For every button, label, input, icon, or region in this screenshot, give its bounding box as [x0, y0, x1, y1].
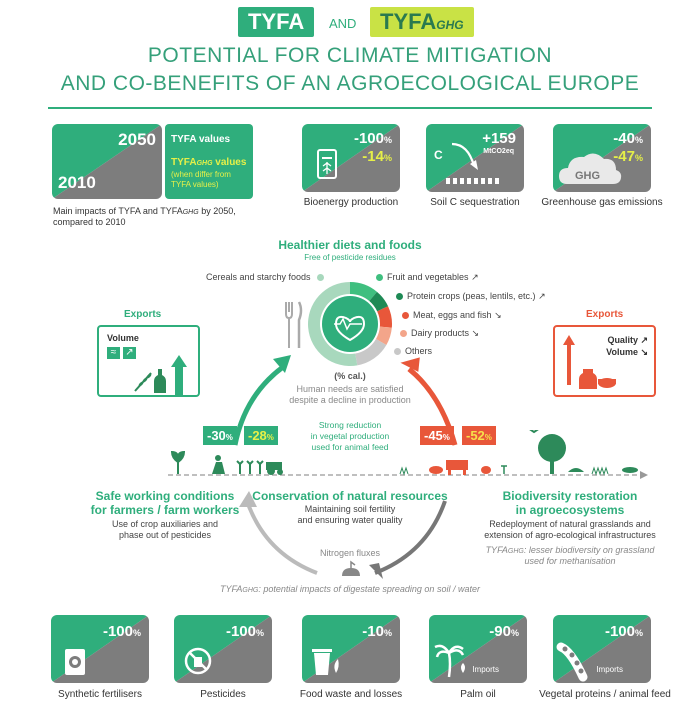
vegetal-protein-label: Vegetal proteins / animal feed — [539, 689, 671, 700]
grain-bottle-icon — [129, 355, 197, 395]
soil-carbon-label: Soil C sequestration — [430, 197, 520, 208]
food-waste-card — [302, 615, 400, 683]
key-year-2050: 2050 — [118, 130, 156, 149]
biodiversity-title-1: Biodiversity restoration — [502, 489, 638, 503]
conservation-text-2: and ensuring water quality — [297, 515, 403, 525]
reduction-line-3: used for animal feed — [311, 442, 389, 452]
ghg-tyfaghg: -47% — [613, 148, 643, 165]
key-card — [52, 124, 162, 199]
biodiversity-title-2: in agroecosystems — [515, 503, 625, 517]
soil-carbon-card — [426, 124, 524, 192]
vegetal-protein-value: -100% — [604, 623, 643, 640]
key-tyfa-values: TYFA values — [171, 134, 231, 145]
fertiliser-value: -100% — [102, 623, 141, 640]
vegetal-protein-imports: Imports — [596, 665, 623, 674]
and-word: AND — [329, 16, 357, 31]
food-waste-label: Food waste and losses — [299, 689, 403, 700]
feed-vegetal-tyfaghg: -28% — [244, 426, 278, 445]
exports-right-box — [553, 325, 656, 397]
safe-title-1: Safe working conditions — [95, 489, 235, 503]
key-caption: Main impacts of TYFA and TYFAGHG by 2050, — [53, 206, 236, 216]
ghg-cloud-label: GHG — [575, 170, 601, 182]
legend-meat: Meat, eggs and fish ↘ — [402, 310, 502, 321]
pesticides-label: Pesticides — [200, 689, 246, 700]
dairy-export-icon — [559, 335, 619, 393]
food-waste-value: -10% — [362, 623, 392, 640]
exports-left-title: Exports — [124, 309, 162, 320]
key-tyfaghg-values: TYFAGHG values — [171, 157, 247, 168]
animal-tyfaghg: -52% — [462, 426, 496, 445]
ghg-tyfa: -40% — [613, 130, 643, 147]
carbon-letter: C — [434, 148, 443, 162]
reduction-line-2: in vegetal production — [310, 431, 390, 441]
diet-subtitle: Free of pesticide residues — [304, 253, 396, 262]
vegetal-protein-card — [553, 615, 651, 683]
bioenergy-label: Bioenergy production — [303, 197, 399, 208]
key-when-differ: (when differ from — [171, 170, 231, 179]
fertiliser-card — [51, 615, 149, 683]
key-when-differ-2: TYFA values) — [171, 180, 219, 189]
tyfa-ghg-tag: TYFAGHG — [370, 7, 474, 37]
key-legend-box — [165, 124, 253, 199]
volume-up-badge: ↗ — [123, 347, 136, 359]
biodiversity-note-1: TYFAGHG: lesser biodiversity on grassland — [485, 545, 655, 555]
ghg-label: Greenhouse gas emissions — [541, 197, 663, 208]
palm-oil-imports: Imports — [472, 665, 499, 674]
digestate-note: TYFAGHG: potential impacts of digestate spreading on soil / water — [220, 584, 480, 594]
safe-text-1: Use of crop auxiliaries and — [111, 519, 219, 529]
exports-right-title: Exports — [586, 309, 624, 320]
bioenergy-card — [302, 124, 400, 192]
landscape-strip — [168, 430, 648, 480]
fertiliser-label: Synthetic fertilisers — [58, 689, 142, 700]
key-year-2010: 2010 — [58, 173, 96, 192]
animal-tyfa: -45% — [420, 426, 454, 445]
legend-cereals: Cereals and starchy foods — [206, 272, 328, 282]
key-caption-2: compared to 2010 — [53, 217, 126, 227]
soil-carbon-value: +159 — [482, 130, 516, 147]
safe-title-2: for farmers / farm workers — [90, 503, 240, 517]
tyfa-tag: TYFA — [238, 7, 314, 37]
exports-right-quality: Quality ↗ — [607, 335, 648, 345]
digestate-icon — [340, 560, 362, 578]
pesticides-card — [174, 615, 272, 683]
bioenergy-tyfaghg: -14% — [362, 148, 392, 165]
conservation-title: Conservation of natural resources — [252, 489, 448, 503]
fork-knife-icon — [282, 300, 304, 350]
diet-title: Healthier diets and foods — [278, 238, 422, 252]
feed-vegetal-tyfa: -30% — [203, 426, 237, 445]
title-line-1: POTENTIAL FOR CLIMATE MITIGATION — [147, 44, 553, 67]
palm-oil-card — [429, 615, 527, 683]
biodiversity-text-2: extension of agro-ecological infrastructures — [484, 530, 656, 540]
palm-oil-value: -90% — [489, 623, 519, 640]
palm-oil-label: Palm oil — [460, 689, 496, 700]
title-divider — [48, 107, 652, 109]
exports-left-box — [97, 325, 200, 397]
conservation-text-1: Maintaining soil fertility — [304, 504, 396, 514]
legend-fruit: Fruit and vegetables ↗ — [376, 272, 479, 283]
legend-others: Others — [394, 346, 432, 356]
pesticides-value: -100% — [225, 623, 264, 640]
ghg-card — [553, 124, 651, 192]
biodiversity-note-2: used for methanisation — [524, 556, 616, 566]
nitrogen-label: Nitrogen fluxes — [319, 548, 381, 558]
diet-note-2: despite a decline in production — [289, 395, 411, 405]
exports-left-volume: Volume — [107, 333, 139, 343]
legend-dairy: Dairy products ↘ — [400, 328, 479, 339]
title-line-2: AND CO-BENEFITS OF AN AGROECOLOGICAL EUROPE — [60, 72, 640, 95]
legend-protein: Protein crops (peas, lentils, etc.) ↗ — [396, 291, 546, 302]
reduction-line-1: Strong reduction — [318, 420, 382, 430]
diet-unit: (% cal.) — [334, 371, 366, 381]
volume-stable-badge: ≈ — [107, 347, 120, 359]
exports-right-volume: Volume ↘ — [606, 347, 648, 357]
safe-text-2: phase out of pesticides — [118, 530, 212, 540]
soil-carbon-unit: MtCO2eq — [483, 148, 514, 155]
bioenergy-tyfa: -100% — [353, 130, 392, 147]
biodiversity-text-1: Redeployment of natural grasslands and — [489, 519, 651, 529]
diet-note-1: Human needs are satisfied — [296, 384, 404, 394]
